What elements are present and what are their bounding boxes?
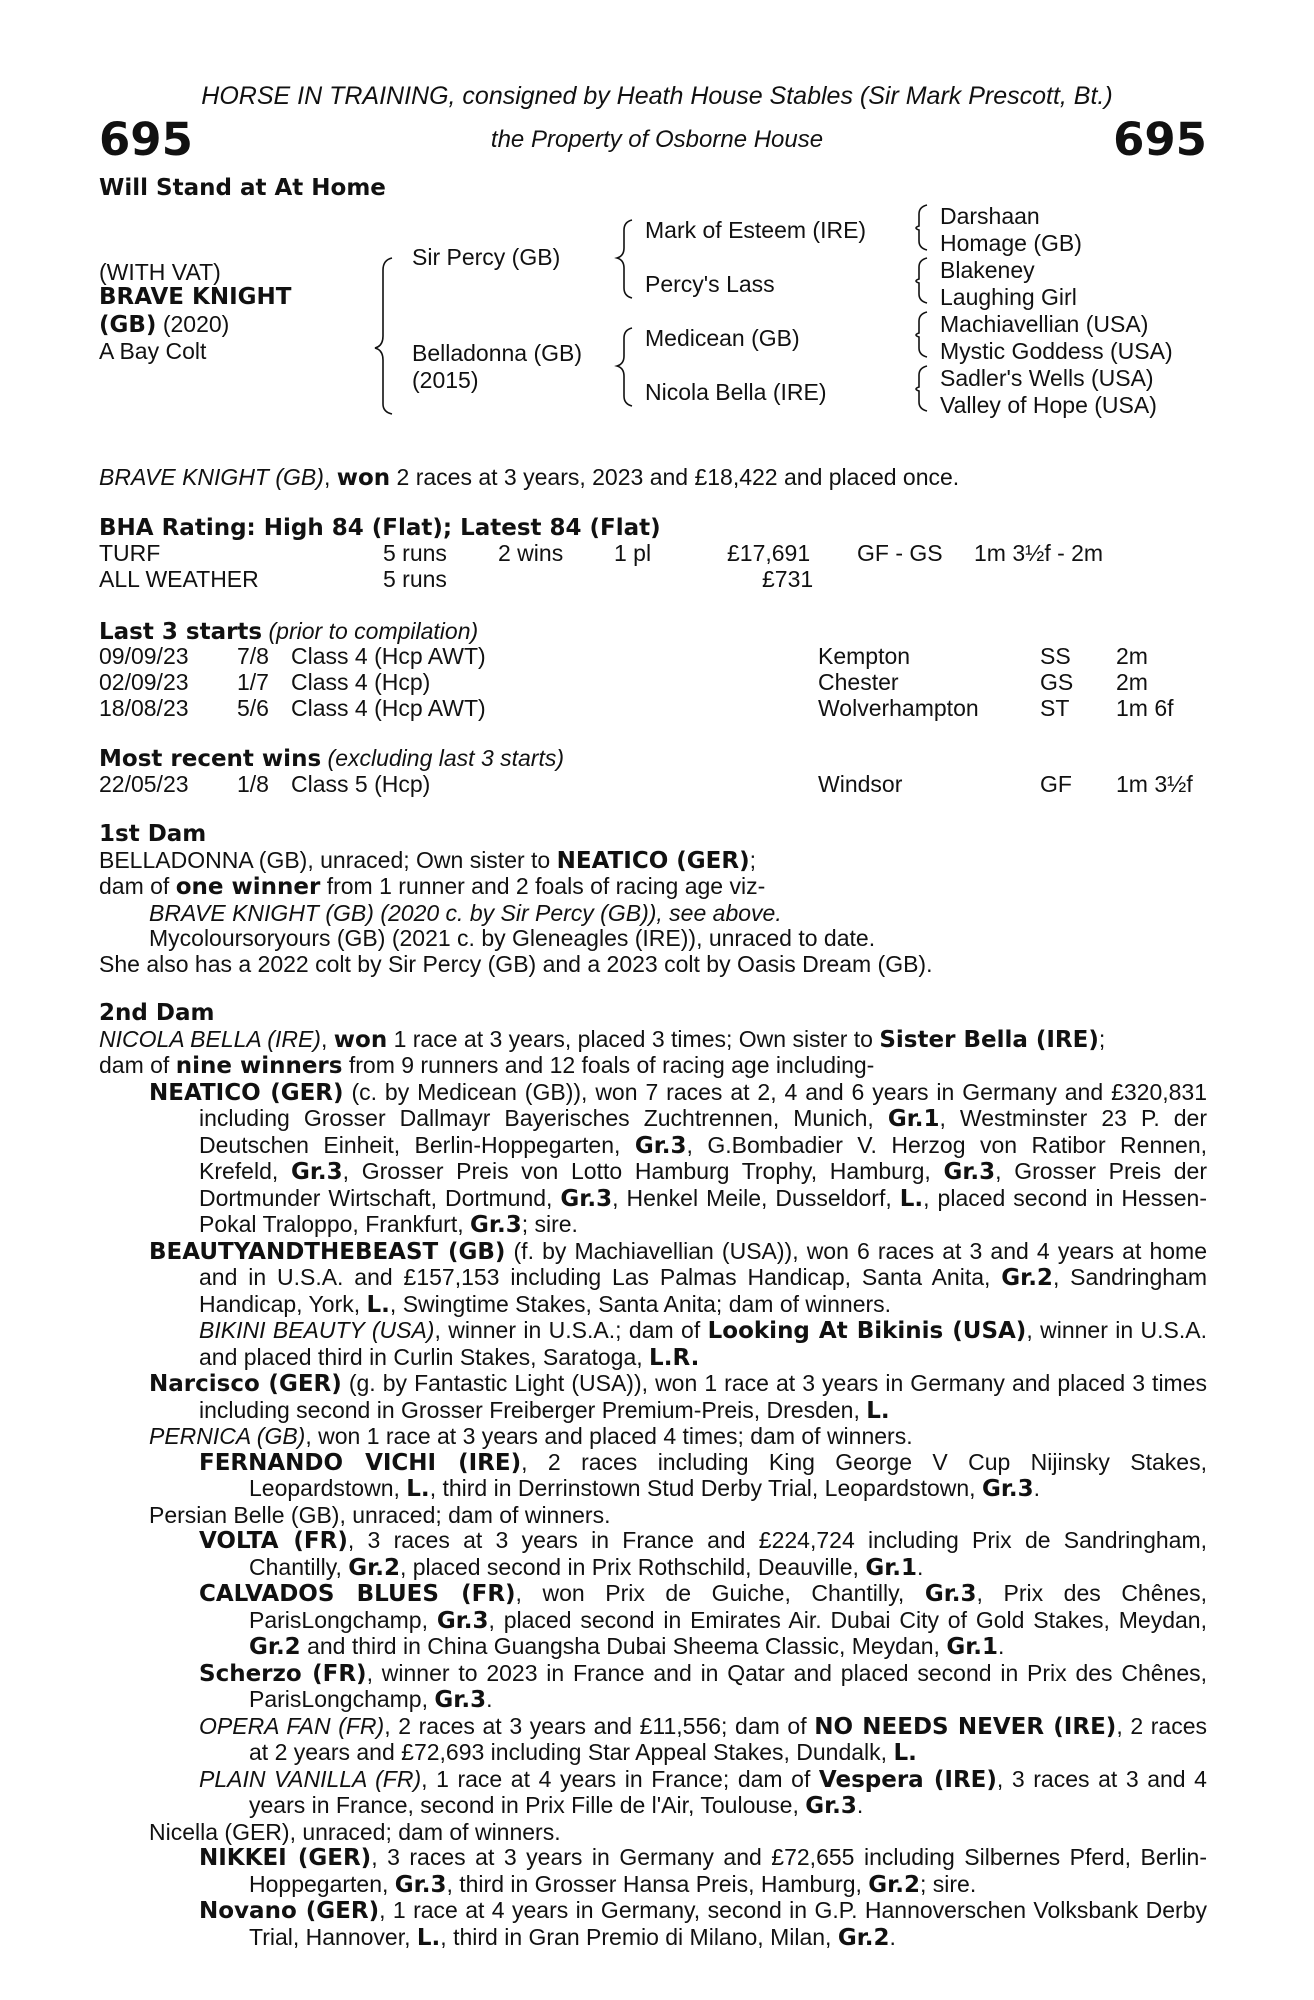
dam-sire: Medicean (GB)	[645, 325, 800, 351]
rating-row-aw-runs: 5 runs	[383, 566, 447, 592]
second-dam-section	[99, 1001, 1207, 1951]
rating-row-turf-money: £17,691	[727, 540, 811, 566]
sire-sire: Mark of Esteem (IRE)	[645, 217, 867, 243]
horse-name: BRAVE KNIGHT	[99, 284, 292, 310]
lot-number-right: 695	[1113, 113, 1207, 166]
last3-date: 18/08/23	[99, 695, 189, 721]
last3-course: Chester	[818, 669, 899, 695]
last3-dist: 1m 6f	[1116, 695, 1174, 721]
rating-row-aw-money: £731	[762, 566, 814, 592]
last3-going: SS	[1040, 643, 1071, 669]
stand-line: Will Stand at At Home	[99, 175, 386, 201]
entry-opera-fan: OPERA FAN (FR), 2 races at 3 years and £11,556; dam of NO NEEDS NEVER (IRE), 2 races at 2 years and £72,693 including Star Appeal Stakes, Dundalk, L.	[199, 1712, 1207, 1766]
recent-title	[99, 746, 564, 773]
horse-description: A Bay Colt	[99, 338, 207, 364]
summary-rest: 2 races at 3 years, 2023 and £18,422 and placed once.	[390, 464, 960, 490]
rating-row-turf-runs: 5 runs	[383, 540, 447, 566]
recent-going: GF	[1040, 771, 1072, 797]
entry-calvados-blues: CALVADOS BLUES (FR), won Prix de Guiche, Chantilly, Gr.3, Prix des Chênes, ParisLongchamp, Gr.3, placed second in Emirates Air. Dubai City of Gold Stakes, Meydan, Gr.2 and third in China Guangsha Dubai Sheema Classic, Meydan, Gr.1.	[199, 1580, 1207, 1660]
first-dam-foal: BRAVE KNIGHT (GB) (2020 c. by Sir Percy (GB)), see above.	[149, 899, 782, 926]
property-line: the Property of Osborne House	[490, 126, 824, 153]
recent-dist: 1m 3½f	[1116, 771, 1193, 797]
entry-plain-vanilla: PLAIN VANILLA (FR), 1 race at 4 years in France; dam of Vespera (IRE), 3 races at 3 and 4 years in France, second in Prix Fille de l'Air, Toulouse, Gr.3.	[199, 1765, 1207, 1819]
grandparent-4: Laughing Girl	[940, 284, 1077, 310]
last3-going: GS	[1040, 669, 1074, 695]
dam-year: (2015)	[412, 367, 479, 393]
recent-pos: 1/8	[237, 771, 269, 797]
first-dam-title: 1st Dam	[99, 821, 207, 847]
recent-class: Class 5 (Hcp)	[291, 771, 431, 797]
entry-volta: VOLTA (FR), 3 races at 3 years in France and £224,724 including Prix de Sandringham, Chantilly, Gr.2, placed second in Prix Rothschild, Deauville, Gr.1.	[199, 1527, 1208, 1581]
last3-class: Class 4 (Hcp)	[291, 669, 431, 695]
entry-fernando-vichi: FERNANDO VICHI (IRE), 2 races including King George V Cup Nijinsky Stakes, Leopardstown, L., third in Derrinstown Stud Derby Trial, Leopardstown, Gr.3.	[199, 1448, 1207, 1502]
grandparent-1: Darshaan	[940, 203, 1040, 229]
first-dam-line: BELLADONNA (GB), unraced; Own sister to NEATICO (GER);	[99, 846, 756, 874]
entry-pernica: PERNICA (GB), won 1 race at 3 years and placed 4 times; dam of winners.	[149, 1423, 913, 1449]
summary-name: BRAVE KNIGHT (GB)	[99, 464, 324, 490]
last3-dist: 2m	[1116, 669, 1148, 695]
last3-pos: 7/8	[237, 643, 269, 669]
recent-title-bold: Most recent wins	[99, 746, 322, 772]
last3-course: Kempton	[818, 643, 911, 669]
sire: Sir Percy (GB)	[412, 244, 561, 270]
last3-course: Wolverhampton	[818, 695, 979, 721]
entry-neatico: NEATICO (GER) (c. by Medicean (GB)), won 7 races at 2, 4 and 6 years in Germany and £320,831 including Grosser Dallmayr Bayerisches Zuchtrennen, Munich, Gr.1, Westminster 23 P. der Deutschen Einheit, Berlin-Hoppegarten, Gr.3, G.Bombadier V. Herzog von Ratibor Rennen, Krefeld, Gr.3, Grosser Preis von Lotto Hamburg Trophy, Hamburg, Gr.3, Grosser Preis der Dortmunder Wirtschaft, Dortmund, Gr.3, Henkel Meile, Dusseldorf, L., placed second in Hessen-Pokal Traloppo, Frankfurt, Gr.3; sire.	[149, 1078, 1208, 1238]
last3-title	[99, 619, 478, 646]
first-dam-line: dam of one winner from 1 runner and 2 foals of racing age viz-	[99, 873, 766, 900]
second-dam-title: 2nd Dam	[99, 1000, 215, 1026]
entry-narcisco: Narcisco (GER) (g. by Fantastic Light (USA)), won 1 race at 3 years in Germany and placed 3 times including second in Grosser Freiberger Premium-Preis, Dresden, L.	[149, 1370, 1208, 1424]
race-summary: BRAVE KNIGHT (GB), won 2 races at 3 years, 2023 and £18,422 and placed once.	[99, 464, 960, 491]
horse-country: (GB)	[99, 312, 157, 338]
first-dam-section	[99, 822, 1209, 977]
dam-dam: Nicola Bella (IRE)	[645, 379, 827, 405]
second-dam-line: NICOLA BELLA (IRE), won 1 race at 3 years, placed 3 times; Own sister to Sister Bella (IRE);	[99, 1025, 1106, 1053]
horse-year: (2020)	[162, 311, 230, 337]
vat-label: (WITH VAT)	[99, 259, 221, 285]
rating-row-turf-dist: 1m 3½f - 2m	[974, 540, 1104, 566]
grandparent-5: Machiavellian (USA)	[940, 311, 1149, 337]
last3-date: 02/09/23	[99, 669, 189, 695]
consignor-line: HORSE IN TRAINING, consigned by Heath House Stables (Sir Mark Prescott, Bt.)	[201, 82, 1113, 110]
first-dam-note: She also has a 2022 colt by Sir Percy (GB) and a 2023 colt by Oasis Dream (GB).	[99, 950, 933, 977]
rating-title: BHA Rating: High 84 (Flat); Latest 84 (Flat)	[99, 515, 661, 541]
last3-pos: 5/6	[237, 695, 269, 721]
recent-date: 22/05/23	[99, 771, 189, 797]
recent-course: Windsor	[818, 771, 903, 797]
grandparent-6: Mystic Goddess (USA)	[940, 338, 1173, 364]
lot-number-left: 695	[99, 113, 193, 166]
last3-dist: 2m	[1116, 643, 1148, 669]
entry-nikkei: NIKKEI (GER), 3 races at 3 years in Germany and £72,655 including Silbernes Pferd, Berlin-Hoppegarten, Gr.3, third in Grosser Hansa Preis, Hamburg, Gr.2; sire.	[199, 1844, 1207, 1898]
recent-subtitle: (excluding last 3 starts)	[321, 745, 565, 771]
entry-beautyandthebeast: BEAUTYANDTHEBEAST (GB) (f. by Machiavellian (USA)), won 6 races at 3 and 4 years at home and in U.S.A. and £157,153 including Las Palmas Handicap, Santa Anita, Gr.2, Sandringham Handicap, York, L., Swingtime Stakes, Santa Anita; dam of winners.	[149, 1237, 1207, 1318]
summary-won: won	[336, 465, 391, 491]
last3-class: Class 4 (Hcp AWT)	[291, 643, 486, 669]
grandparent-7: Sadler's Wells (USA)	[940, 365, 1154, 391]
first-dam-foal: Mycoloursoryours (GB) (2021 c. by Gleneagles (IRE)), unraced to date.	[149, 925, 876, 951]
last3-class: Class 4 (Hcp AWT)	[291, 695, 486, 721]
entry-persian-belle: Persian Belle (GB), unraced; dam of winners.	[149, 1501, 611, 1528]
rating-row-aw-surface: ALL WEATHER	[99, 566, 259, 592]
rating-row-turf-going: GF - GS	[857, 540, 943, 566]
sire-dam: Percy's Lass	[645, 271, 775, 297]
last3-title-bold: Last 3 starts	[99, 619, 263, 645]
second-dam-line: dam of nine winners from 9 runners and 12 foals of racing age including-	[99, 1052, 875, 1079]
entry-novano: Novano (GER), 1 race at 4 years in Germany, second in G.P. Hannoverschen Volksbank Derby Trial, Hannover, L., third in Gran Premio di Milano, Milan, Gr.2.	[199, 1897, 1208, 1951]
grandparent-2: Homage (GB)	[940, 230, 1082, 256]
grandparent-3: Blakeney	[940, 257, 1035, 283]
last3-pos: 1/7	[237, 669, 269, 695]
rating-row-turf-pl: 1 pl	[614, 540, 652, 566]
grandparent-8: Valley of Hope (USA)	[940, 392, 1157, 418]
entry-nicella: Nicella (GER), unraced; dam of winners.	[149, 1818, 561, 1845]
rating-row-turf-surface: TURF	[99, 540, 161, 566]
dam: Belladonna (GB)	[412, 340, 583, 366]
entry-scherzo: Scherzo (FR), winner to 2023 in France and in Qatar and placed second in Prix des Chênes, ParisLongchamp, Gr.3.	[199, 1659, 1208, 1713]
rating-row-turf-wins: 2 wins	[498, 540, 564, 566]
last3-going: ST	[1040, 695, 1070, 721]
last3-subtitle: (prior to compilation)	[262, 618, 479, 644]
entry-bikini-beauty: BIKINI BEAUTY (USA), winner in U.S.A.; dam of Looking At Bikinis (USA), winner in U.S.A. and placed third in Curlin Stakes, Saratoga, L.R.	[199, 1317, 1207, 1371]
last3-date: 09/09/23	[99, 643, 189, 669]
